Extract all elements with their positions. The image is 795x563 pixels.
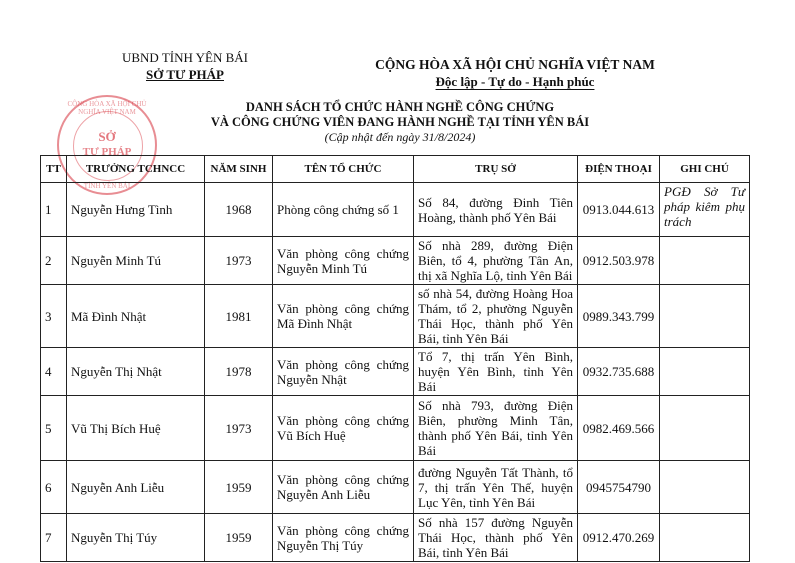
update-date: (Cập nhật đến ngày 31/8/2024) xyxy=(324,130,476,144)
cell-birth-year: 1973 xyxy=(205,396,273,461)
cell-note xyxy=(660,348,750,396)
cell-org-name: Văn phòng công chứng Nguyễn Minh Tú xyxy=(273,237,414,285)
cell-note xyxy=(660,461,750,514)
cell-note xyxy=(660,396,750,461)
table-row xyxy=(41,514,750,562)
cell-head-name: Nguyễn Hưng Tình xyxy=(67,183,205,237)
cell-tt: 1 xyxy=(41,183,67,237)
cell-birth-year: 1978 xyxy=(205,348,273,396)
cell-address: Tổ 7, thị trấn Yên Bình, huyện Yên Bình, tỉnh Yên Bái xyxy=(414,348,578,396)
table-row xyxy=(41,183,750,237)
agency-department: SỞ TƯ PHÁP xyxy=(145,67,224,82)
cell-phone: 0912.503.978 xyxy=(578,237,660,285)
title-line-2: VÀ CÔNG CHỨNG VIÊN ĐANG HÀNH NGHỀ TẠI TỈNH YÊN BÁI xyxy=(210,115,590,129)
cell-tt: 6 xyxy=(41,461,67,514)
seal-ring-top-text: CỘNG HÒA XÃ HỘI CHỦ NGHĨA VIỆT NAM xyxy=(67,100,147,116)
cell-head-name: Nguyễn Anh Liễu xyxy=(67,461,205,514)
table-row xyxy=(41,285,750,348)
cell-note xyxy=(660,285,750,348)
table-row xyxy=(41,237,750,285)
cell-birth-year: 1968 xyxy=(205,183,273,237)
cell-phone: 0913.044.613 xyxy=(578,183,660,237)
cell-head-name: Vũ Thị Bích Huệ xyxy=(67,396,205,461)
cell-tt: 3 xyxy=(41,285,67,348)
notary-table xyxy=(40,155,750,562)
cell-tt: 4 xyxy=(41,348,67,396)
cell-phone: 0945754790 xyxy=(578,461,660,514)
cell-birth-year: 1973 xyxy=(205,237,273,285)
cell-address: đường Nguyễn Tất Thành, tổ 7, thị trấn Yên Thế, huyện Lục Yên, tỉnh Yên Bái xyxy=(414,461,578,514)
cell-address: Số 84, đường Đinh Tiên Hoàng, thành phố Yên Bái xyxy=(414,183,578,237)
header-note: GHI CHÚ xyxy=(660,156,750,183)
header-tt: TT xyxy=(41,156,67,183)
header-address: TRỤ SỞ xyxy=(414,156,578,183)
cell-org-name: Phòng công chứng số 1 xyxy=(273,183,414,237)
cell-org-name: Văn phòng công chứng Mã Đình Nhật xyxy=(273,285,414,348)
agency-province: UBND TỈNH YÊN BÁI xyxy=(121,50,249,65)
cell-head-name: Nguyễn Thị Nhật xyxy=(67,348,205,396)
cell-note: PGĐ Sở Tư pháp kiêm phụ trách xyxy=(660,183,750,237)
table-header-row xyxy=(41,156,750,183)
cell-phone: 0982.469.566 xyxy=(578,396,660,461)
cell-org-name: Văn phòng công chứng Nguyễn Nhật xyxy=(273,348,414,396)
seal-center-bottom: TƯ PHÁP xyxy=(82,146,132,158)
cell-org-name: Văn phòng công chứng Nguyễn Anh Liễu xyxy=(273,461,414,514)
nation-name: CỘNG HÒA XÃ HỘI CHỦ NGHĨA VIỆT NAM xyxy=(375,57,655,72)
header-phone: ĐIỆN THOẠI xyxy=(578,156,660,183)
nation-slogan: Độc lập - Tự do - Hạnh phúc xyxy=(435,74,595,89)
header-birth-year: NĂM SINH xyxy=(205,156,273,183)
table-row xyxy=(41,348,750,396)
cell-tt: 2 xyxy=(41,237,67,285)
cell-head-name: Mã Đình Nhật xyxy=(67,285,205,348)
cell-phone: 0912.470.269 xyxy=(578,514,660,562)
cell-phone: 0989.343.799 xyxy=(578,285,660,348)
cell-tt: 5 xyxy=(41,396,67,461)
cell-address: Số nhà 793, đường Điện Biên, phường Minh Tân, thành phố Yên Bái, tỉnh Yên Bái xyxy=(414,396,578,461)
cell-tt: 7 xyxy=(41,514,67,562)
seal-center-top: SỞ xyxy=(98,129,116,144)
cell-address: Số nhà 289, đường Điện Biên, tổ 4, phường Tân An, thị xã Nghĩa Lộ, tỉnh Yên Bái xyxy=(414,237,578,285)
cell-address: Số nhà 157 đường Nguyễn Thái Học, thành phố Yên Bái, tỉnh Yên Bái xyxy=(414,514,578,562)
cell-head-name: Nguyễn Minh Tú xyxy=(67,237,205,285)
cell-phone: 0932.735.688 xyxy=(578,348,660,396)
header-org-name: TÊN TỔ CHỨC xyxy=(273,156,414,183)
table-row xyxy=(41,396,750,461)
cell-birth-year: 1981 xyxy=(205,285,273,348)
cell-head-name: Nguyễn Thị Túy xyxy=(67,514,205,562)
cell-birth-year: 1959 xyxy=(205,461,273,514)
document-title xyxy=(190,100,610,145)
national-motto xyxy=(360,56,670,90)
table-row xyxy=(41,461,750,514)
title-line-1: DANH SÁCH TỔ CHỨC HÀNH NGHỀ CÔNG CHỨNG xyxy=(245,100,555,114)
header-head-name: TRƯỞNG TCHNCC xyxy=(67,156,205,183)
cell-note xyxy=(660,237,750,285)
cell-note xyxy=(660,514,750,562)
cell-birth-year: 1959 xyxy=(205,514,273,562)
issuing-agency xyxy=(110,49,260,83)
cell-address: số nhà 54, đường Hoàng Hoa Thám, tổ 2, phường Nguyễn Thái Học, thành phố Yên Bái, tỉnh Yên Bái xyxy=(414,285,578,348)
cell-org-name: Văn phòng công chứng Nguyễn Thị Túy xyxy=(273,514,414,562)
seal-ring-bottom-text: TỈNH YÊN BÁI xyxy=(83,182,131,190)
cell-org-name: Văn phòng công chứng Vũ Bích Huệ xyxy=(273,396,414,461)
